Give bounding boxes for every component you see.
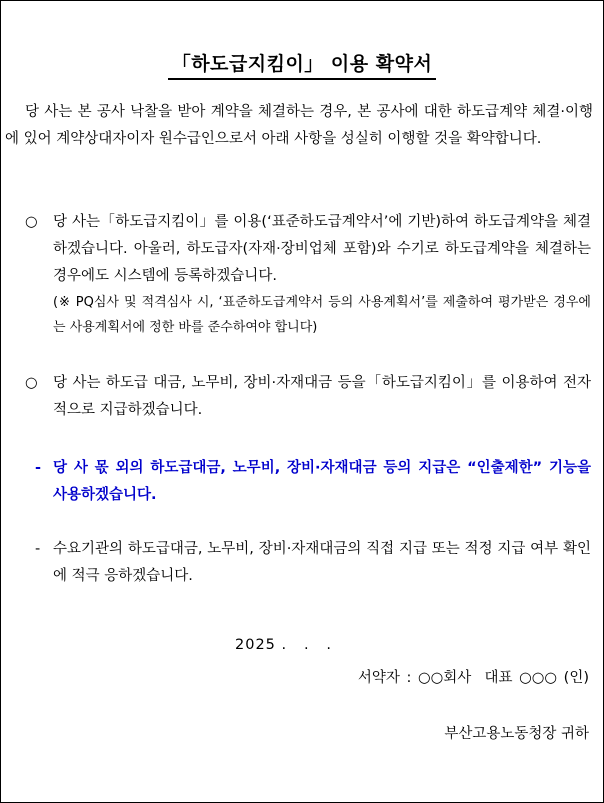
sub-item-1-text: 당 사 몫 외의 하도급대금, 노무비, 장비·자재대금 등의 지급은 “인출제한” 기능을 사용하겠습니다. — [53, 460, 591, 503]
intro-paragraph: 당 사는 본 공사 낙찰을 받아 계약을 체결하는 경우, 본 공사에 대한 하도급계약 체결·이행에 있어 계약상대자이자 원수급인으로서 아래 사항을 성실히 이행할 것을 확약합니다. — [5, 104, 593, 147]
pledge-item-1-text: 당 사는「하도급지킴이」를 이용(‘표준하도급계약서’에 기반)하여 하도급계약을 체결하겠습니다. 아울러, 하도급자(자재·장비업체 포함)와 수기로 하도급계약을 체결하는 경우에도 시스템에 등록하겠습니다. — [53, 214, 591, 284]
circle-bullet-icon: ○ — [25, 214, 38, 230]
pledge-item-1 — [25, 209, 591, 340]
signer-line: 서약자 : ○○회사 대표 ○○○ (인) — [357, 670, 589, 686]
sub-item-2 — [35, 536, 591, 590]
dash-bullet-icon: - — [35, 460, 42, 476]
date-line: 2025 . . . — [235, 637, 332, 653]
pledge-item-2 — [25, 370, 591, 424]
sub-item-2-text: 수요기관의 하도급대금, 노무비, 장비·자재대금의 직접 지급 또는 적정 지급 여부 확인에 적극 응하겠습니다. — [53, 541, 591, 584]
recipient-line: 부산고용노동청장 귀하 — [444, 726, 589, 742]
document-title — [1, 49, 603, 80]
pledge-item-2-text: 당 사는 하도급 대금, 노무비, 장비·자재대금 등을「하도급지킴이」를 이용하여 전자적으로 지급하겠습니다. — [53, 375, 591, 418]
dash-bullet-icon: - — [35, 541, 41, 557]
sub-item-1 — [35, 455, 591, 509]
title-text: 「하도급지킴이」 이용 확약서 — [168, 49, 437, 80]
pledge-item-1-note: (※ PQ심사 및 적격심사 시, ‘표준하도급계약서 등의 사용계획서’를 제출하여 평가받은 경우에는 사용계획서에 정한 바를 준수하여야 합니다) — [53, 295, 591, 335]
circle-bullet-icon: ○ — [25, 375, 38, 391]
